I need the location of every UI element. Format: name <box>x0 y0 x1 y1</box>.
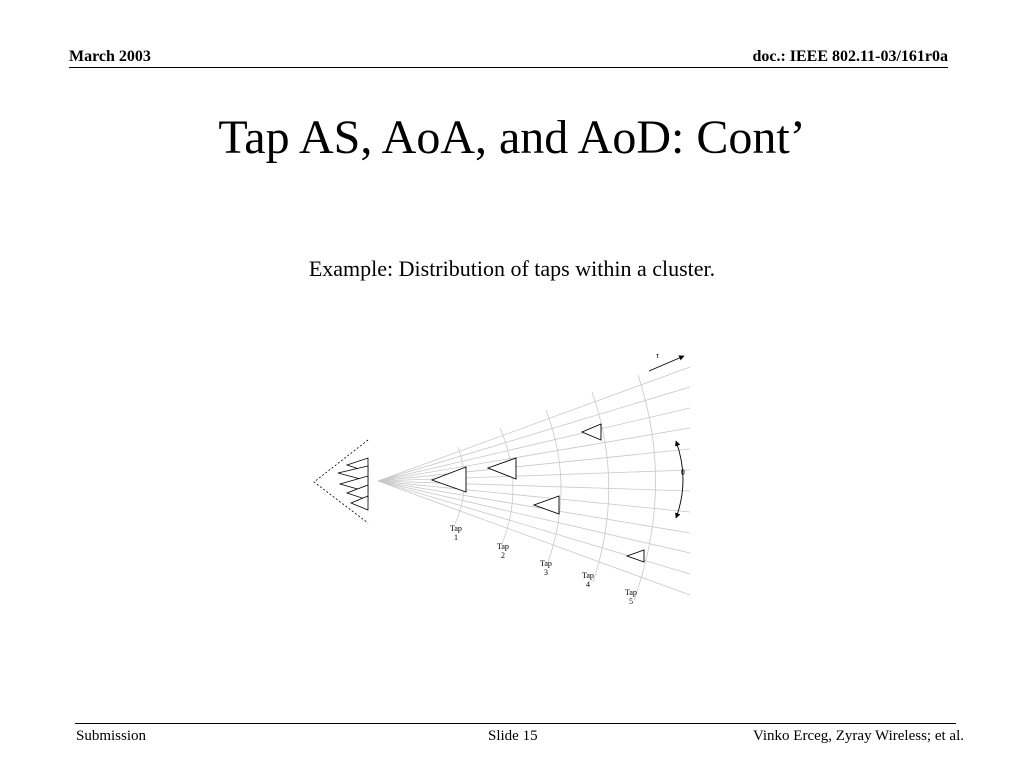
tap-4-triangle <box>582 424 601 440</box>
header-doc-id: doc.: IEEE 802.11-03/161r0a <box>752 48 948 65</box>
slide-title: Tap AS, AoA, and AoD: Cont’ <box>218 111 806 164</box>
arc-grid-lines <box>455 375 656 600</box>
tap-5-triangle <box>627 550 644 562</box>
theta-arrow <box>676 441 685 518</box>
source-cluster <box>314 440 368 523</box>
slide-subtitle: Example: Distribution of taps within a cluster. <box>308 256 716 281</box>
footer-authors: Vinko Erceg, Zyray Wireless; et al. <box>752 728 964 744</box>
tap-5-label: Tap 5 <box>625 588 637 606</box>
tap-3-triangle <box>534 496 559 514</box>
header-date: March 2003 <box>69 48 151 65</box>
tap-3-label: Tap 3 <box>540 559 552 577</box>
tau-arrow <box>649 351 684 371</box>
tap-2-label: Tap 2 <box>497 542 509 560</box>
tap-4-label: Tap 4 <box>582 571 594 589</box>
tap-2-triangle <box>488 458 516 479</box>
theta-label: θ <box>681 468 685 477</box>
footer-submission: Submission <box>76 728 147 744</box>
tap-1-label: Tap 1 <box>450 524 462 542</box>
tau-label: τ <box>656 351 660 360</box>
footer-slide-number: Slide 15 <box>488 728 538 744</box>
footer-rule <box>75 723 956 724</box>
